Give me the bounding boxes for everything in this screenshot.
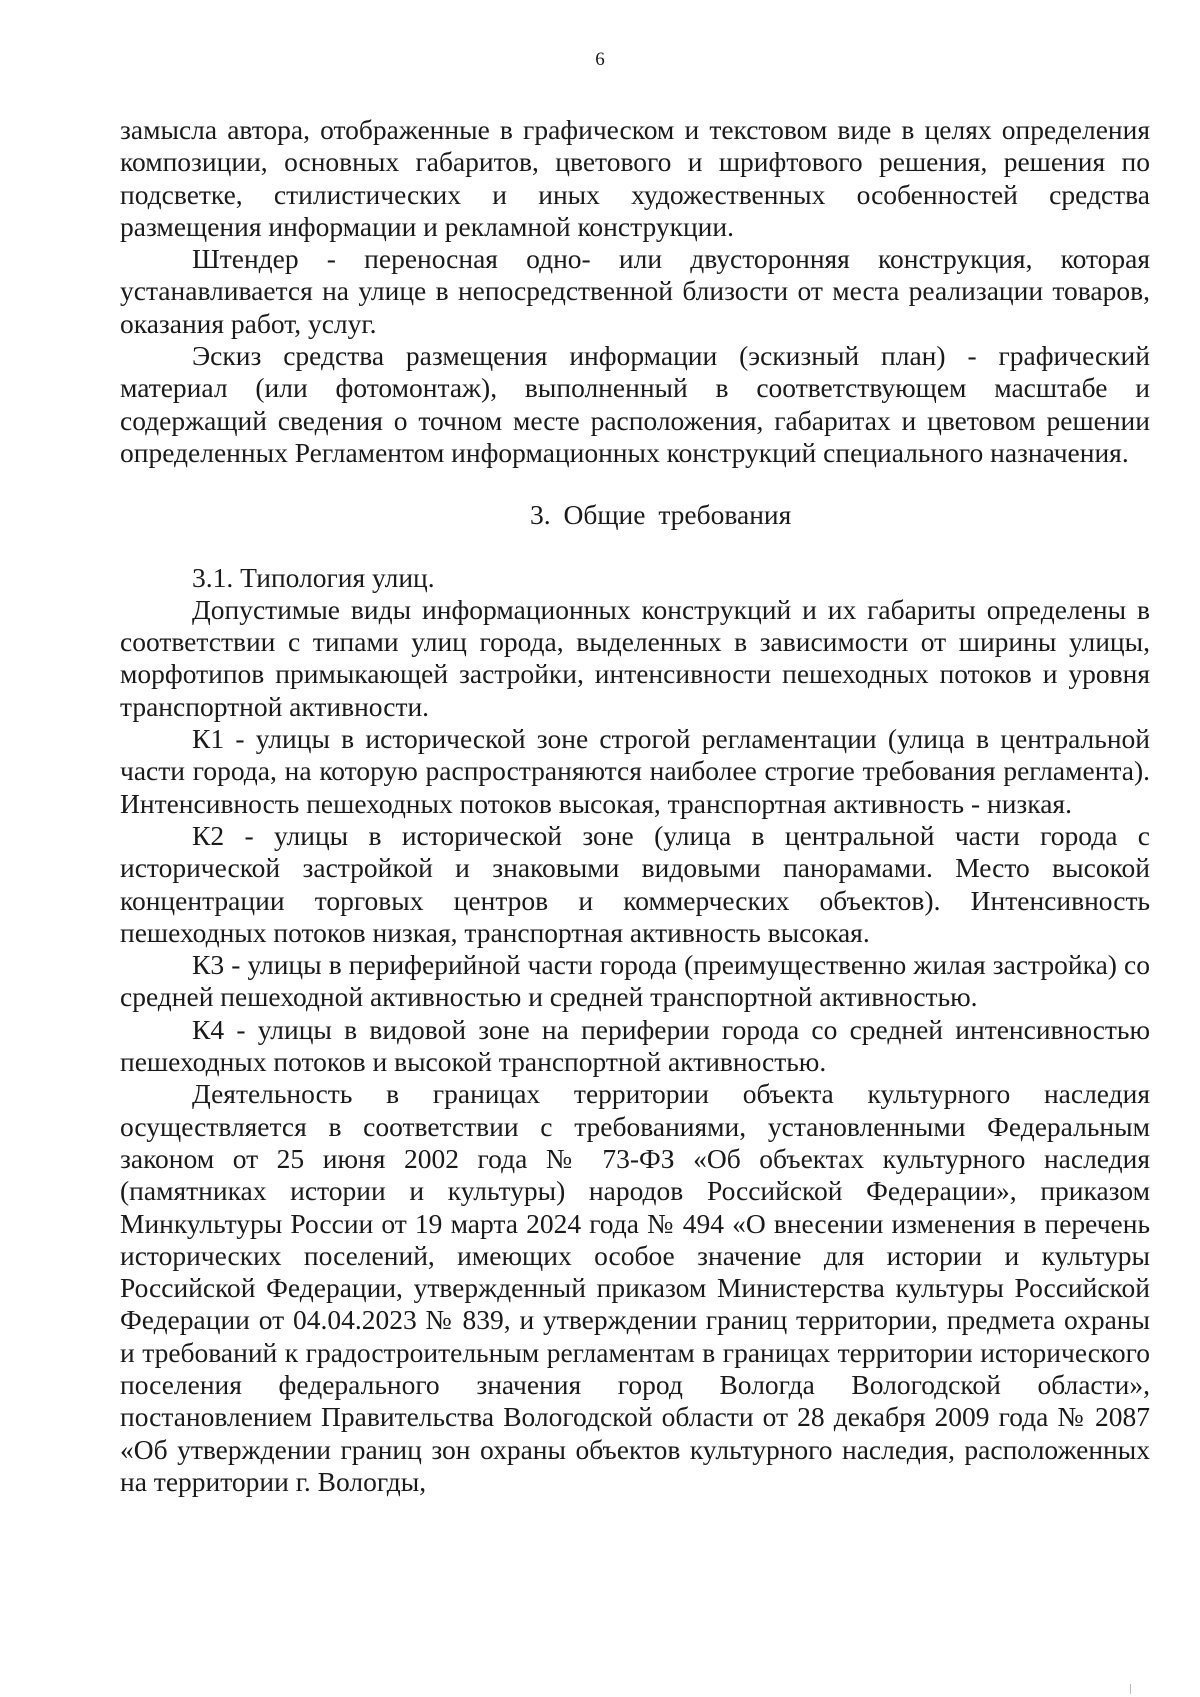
paragraph-sketch: Эскиз средства размещения информации (эскизный план) - графический материал (или фотомонтаж), выполненный в соответствующем масштабе и содержащий сведения о точном месте расположения, габаритах и цветовом решении определенных Регламентом информационных конструкций специального назначения. <box>120 340 1150 468</box>
paragraph-shtender: Штендер - переносная одно- или двусторонняя конструкция, которая устанавливается на улице в непосредственной близости от места реализации товаров, оказания работ, услуг. <box>120 243 1150 339</box>
paragraph-k4: К4 - улицы в видовой зоне на периферии города со средней интенсивностью пешеходных потоков и высокой транспортной активностью. <box>120 1013 1150 1078</box>
page-number: 6 <box>595 49 605 70</box>
section-heading: 3. Общие требования <box>530 499 792 531</box>
paragraph-k3: К3 - улицы в периферийной части города (преимущественно жилая застройка) со средней пешеходной активностью и средней транспортной активностью. <box>120 949 1150 1013</box>
document-body <box>120 114 1150 1498</box>
paragraph-allowed-types: Допустимые виды информационных конструкций и их габариты определены в соответствии с типами улиц города, выделенных в зависимости от ширины улицы, морфотипов примыкающей застройки, интенсивности пешеходных потоков и уровня транспортной активности. <box>120 593 1150 722</box>
scan-mark <box>1130 1684 1131 1694</box>
paragraph-k2: К2 - улицы в исторической зоне (улица в центральной части города с исторической застройкой и знаковыми видовыми панорамами. Место высокой концентрации торговых центров и коммерческих объектов). Интенсивность пешеходных потоков низкая, транспортная активность высокая. <box>120 819 1150 948</box>
subsection-title: 3.1. Типология улиц. <box>192 561 435 593</box>
paragraph-cultural-heritage: Деятельность в границах территории объекта культурного наследия осуществляется в соответствии с требованиями, установленными Федеральным законом от 25 июня 2002 года № 73-ФЗ «Об объектах культурного наследия (памятниках истории и культуры) народов Российской Федерации», приказом Минкультуры России от 19 марта 2024 года № 494 «О внесении изменения в перечень исторических поселений, имеющих особое значение для истории и культуры Российской Федерации, утвержденный приказом Министерства культуры Российской Федерации от 04.04.2023 № 839, и утверждении границ территории, предмета охраны и требований к градостроительным регламентам в границах территории исторического поселения федерального значения город Вологда Вологодской области», постановлением Правительства Вологодской области от 28 декабря 2009 года № 2087 «Об утверждении границ зон охраны объектов культурного наследия, расположенных на территории г. Вологды, <box>120 1078 1150 1497</box>
paragraph-k1: К1 - улицы в исторической зоне строгой регламентации (улица в центральной части города, на которую распространяются наиболее строгие требования регламента). Интенсивность пешеходных потоков высокая, транспортная активность - низкая. <box>120 723 1150 819</box>
paragraph-design-concept: замысла автора, отображенные в графическом и текстовом виде в целях определения композиции, основных габаритов, цветового и шрифтового решения, решения по подсветке, стилистических и иных художественных особенностей средства размещения информации и рекламной конструкции. <box>120 114 1150 242</box>
